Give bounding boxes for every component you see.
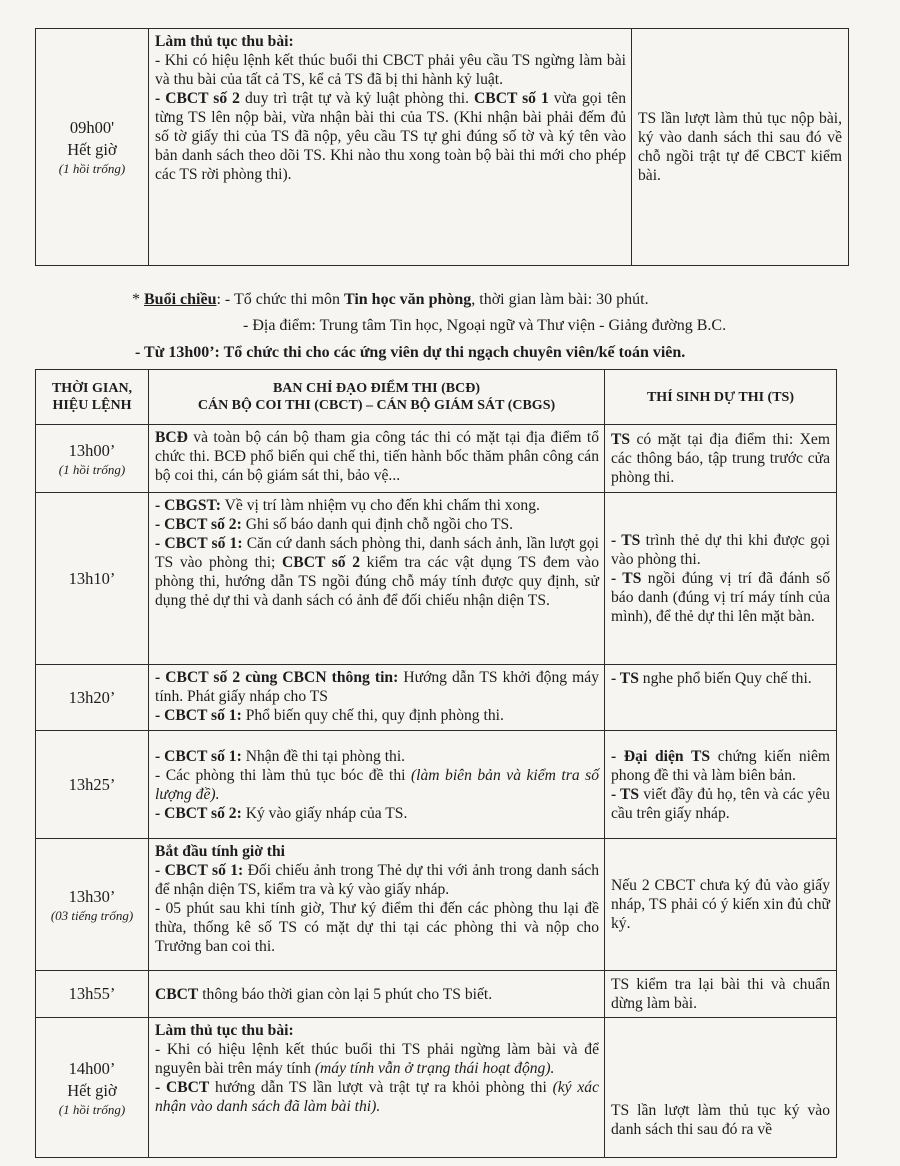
cell-text: viết đầy đủ họ, tên và các yêu cầu trên giấy nháp. (611, 785, 830, 822)
cell-italic: (làm biên bản và kiểm tra số lượng đề). (155, 766, 599, 803)
candidate-cell (605, 665, 837, 731)
cell-bold: - CBCT số 2: (155, 516, 242, 533)
table-header-row (36, 370, 837, 425)
time-cell (36, 493, 149, 665)
cell-bold: - CBCT số 1: (155, 707, 242, 724)
column-header-candidate: THÍ SINH DỰ THI (TS) (605, 370, 837, 425)
cell-bold: - TS (611, 670, 639, 687)
cell-bold: - TS (611, 570, 642, 587)
cell-bold: - TS (611, 785, 640, 803)
time-note: (1 hồi trống) (58, 161, 126, 176)
cell-text: vừa gọi tên từng TS lên nộp bài, vừa nhận bài thi của TS. (Khi nhận bài phải đếm đủ số tờ giấy thi của TS đã nộp, yêu cầu TS tự ghi đúng số tờ và ký tên vào bản danh sách theo dõi TS. Khi nào thu xong toàn bộ bài thi mới cho phép các TS rời phòng thi). (155, 90, 626, 183)
candidate-cell (605, 1018, 837, 1158)
cell-text: Ghi số báo danh qui định chỗ ngồi cho TS. (241, 516, 514, 533)
cell-text: trình thẻ dự thi khi được gọi vào phòng thi. (611, 532, 830, 568)
time-note: (1 hồi trống) (58, 1101, 126, 1117)
cell-text: Đối chiếu ảnh trong Thẻ dự thi với ảnh trong danh sách để nhận diện TS, kiểm tra và ký vào giấy nháp. (155, 862, 599, 898)
cell-title: Làm thủ tục thu bài: (155, 1022, 294, 1039)
staff-cell (149, 425, 605, 493)
cell-bold: - CBCT (155, 1079, 210, 1096)
afternoon-line-2: - Địa điểm: Trung tâm Tin học, Ngoại ngữ và Thư viện - Giảng đường B.C. (243, 317, 727, 334)
staff-cell (149, 1018, 605, 1158)
cell-bold: - CBCT số 1: (155, 862, 244, 879)
time-label: 13h00’ (68, 440, 116, 460)
cell-text: TS lần lượt làm thủ tục nộp bài, ký vào danh sách thi sau đó về chỗ ngồi trật tự để CBCT kiểm bài. (638, 110, 842, 184)
subject-name: Tin học văn phòng (343, 291, 472, 308)
table-afternoon-schedule (35, 369, 837, 1158)
cell-text: Ký vào giấy nháp của TS. (241, 804, 408, 822)
cell-bold: - Đại diện TS (611, 747, 711, 765)
candidate-cell (605, 971, 837, 1018)
afternoon-line-3: - Từ 13h00’: Tổ chức thi cho các ứng viên dự thi ngạch chuyên viên/kế toán viên. (135, 344, 686, 361)
cell-text: Nếu 2 CBCT chưa ký đủ vào giấy nháp, TS phải có ý kiến xin đủ chữ ký. (611, 877, 830, 932)
time-note: (03 tiếng trống) (50, 907, 134, 923)
cell-text: TS lần lượt làm thủ tục ký vào danh sách thi sau đó ra về (611, 1102, 830, 1138)
cell-text: - Các phòng thi làm thủ tục bóc đề thi (155, 766, 411, 784)
cell-text: hướng dẫn TS lần lượt và trật tự ra khỏi phòng thi (209, 1079, 553, 1096)
time-cell (36, 971, 149, 1018)
cell-bold: CBCT số 2 (282, 554, 361, 571)
time-label: 13h20’ (68, 687, 116, 707)
table-row (36, 29, 849, 266)
cell-text: kiểm tra các vật dụng TS đem vào phòng thi, hướng dẫn TS ngồi đúng chỗ máy tính được quy định, sử dụng thẻ dự thi và danh sách có ảnh để đối chiếu nhận diện TS. (155, 554, 599, 609)
time-cell (36, 839, 149, 971)
time-note: (1 hồi trống) (58, 461, 126, 477)
table-row (36, 493, 837, 665)
table-row (36, 971, 837, 1018)
table-morning-end (35, 28, 849, 266)
column-header-time: THỜI GIAN, HIỆU LỆNH (36, 370, 149, 425)
time-cell (36, 1018, 149, 1158)
table-row (36, 665, 837, 731)
header-line: CÁN BỘ COI THI (CBCT) – CÁN BỘ GIÁM SÁT (CBGS) (197, 398, 556, 413)
time-cell (36, 665, 149, 731)
cell-bold: - CBCT số 2: (155, 804, 242, 822)
text: : - Tổ chức thi môn (216, 291, 344, 308)
cell-text: - Khi có hiệu lệnh kết thúc buổi thi TS phải ngừng làm bài và để nguyên bài trên máy tính (155, 1041, 599, 1077)
time-cell (36, 731, 149, 839)
cell-text: Về vị trí làm nhiệm vụ cho đến khi chấm thi xong. (221, 497, 540, 514)
cell-title: Làm thủ tục thu bài: (155, 33, 294, 50)
staff-cell (149, 29, 632, 266)
cell-text: và toàn bộ cán bộ tham gia công tác thi có mặt tại địa điểm tổ chức thi. BCĐ phổ biến qui chế thi, tiến hành bốc thăm phân công cán bộ coi thi, cán bộ giám sát thi, bảo vệ... (155, 429, 599, 484)
cell-text: Căn cứ danh sách phòng thi, danh sách ảnh, lần lượt gọi TS vào phòng thi; (155, 535, 599, 571)
text: , thời gian làm bài: 30 phút. (471, 291, 649, 308)
table-row (36, 731, 837, 839)
afternoon-line-1 (132, 290, 649, 310)
cell-text: - Khi có hiệu lệnh kết thúc buổi thi CBCT phải yêu cầu TS ngừng làm bài và thu bài của tất cả TS, kể cả TS đã bị thi hành kỷ luật. (155, 52, 626, 88)
time-sub-label: Hết giờ (67, 1080, 117, 1100)
staff-cell (149, 971, 605, 1018)
time-label: 13h25’ (68, 774, 116, 794)
table-row (36, 839, 837, 971)
candidate-cell (605, 731, 837, 839)
bullet: * (132, 291, 144, 308)
cell-bold: - CBCT số 2 cùng CBCN thông tin: (155, 669, 399, 686)
cell-text: Hướng dẫn TS khởi động máy tính. Phát giấy nháp cho TS (155, 669, 599, 705)
cell-bold: BCĐ (155, 429, 188, 446)
candidate-cell (605, 425, 837, 493)
cell-italic: (ký xác nhận vào danh sách đã làm bài thi). (155, 1079, 599, 1115)
cell-bold: - CBGST: (155, 497, 221, 514)
cell-bold: CBCT số 1 (474, 90, 549, 107)
time-label: 13h55’ (68, 984, 116, 1003)
cell-text: thông báo thời gian còn lại 5 phút cho TS biết. (198, 985, 493, 1003)
cell-bold: CBCT (155, 985, 199, 1003)
cell-text: có mặt tại địa điểm thi: Xem các thông báo, tập trung trước cửa phòng thi. (611, 431, 830, 486)
cell-bold: - CBCT số 1: (155, 747, 242, 765)
cell-text: ngồi đúng vị trí đã đánh số báo danh (đúng vị trí máy tính của mình), để thẻ dự thi lên mặt bàn. (611, 570, 830, 625)
table-row (36, 1018, 837, 1158)
cell-italic: (máy tính vẫn ở trạng thái hoạt động). (314, 1060, 555, 1077)
candidate-cell (632, 29, 849, 266)
cell-bold: - CBCT số 2 (155, 90, 240, 107)
staff-cell (149, 665, 605, 731)
table-row (36, 425, 837, 493)
cell-text: duy trì trật tự và kỷ luật phòng thi. (239, 90, 475, 107)
cell-text: chứng kiến niêm phong đề thi và làm biên bản. (611, 747, 830, 784)
candidate-cell (605, 493, 837, 665)
cell-bold: - TS (611, 532, 641, 549)
candidate-cell (605, 839, 837, 971)
time-label: 13h10’ (68, 568, 116, 588)
cell-text: - 05 phút sau khi tính giờ, Thư ký điểm thi đến các phòng thu lại đề thừa, thống kê số TS có mặt dự thi tại các phòng thi và nộp cho Trưởng ban coi thi. (155, 900, 599, 955)
time-label: 13h30’ (68, 886, 116, 906)
cell-text: Phổ biến quy chế thi, quy định phòng thi. (241, 707, 504, 724)
staff-cell (149, 493, 605, 665)
section-label: Buổi chiều (144, 291, 217, 308)
time-cell (36, 29, 149, 266)
staff-cell (149, 839, 605, 971)
time-cell (36, 425, 149, 493)
staff-cell (149, 731, 605, 839)
cell-text: Nhận đề thi tại phòng thi. (241, 747, 406, 765)
cell-title: Bắt đầu tính giờ thi (155, 843, 285, 860)
cell-text: nghe phổ biến Quy chế thi. (638, 670, 812, 687)
time-label: 14h00’ (68, 1058, 116, 1078)
cell-bold: - CBCT số 1: (155, 535, 243, 552)
header-line: BAN CHỈ ĐẠO ĐIỂM THI (BCĐ) (272, 381, 481, 396)
cell-text: TS kiểm tra lại bài thi và chuẩn dừng làm bài. (611, 976, 830, 1012)
time-label: 09h00' (69, 118, 115, 137)
time-sub-label: Hết giờ (67, 140, 117, 159)
column-header-staff (149, 370, 605, 425)
cell-bold: TS (611, 431, 631, 448)
